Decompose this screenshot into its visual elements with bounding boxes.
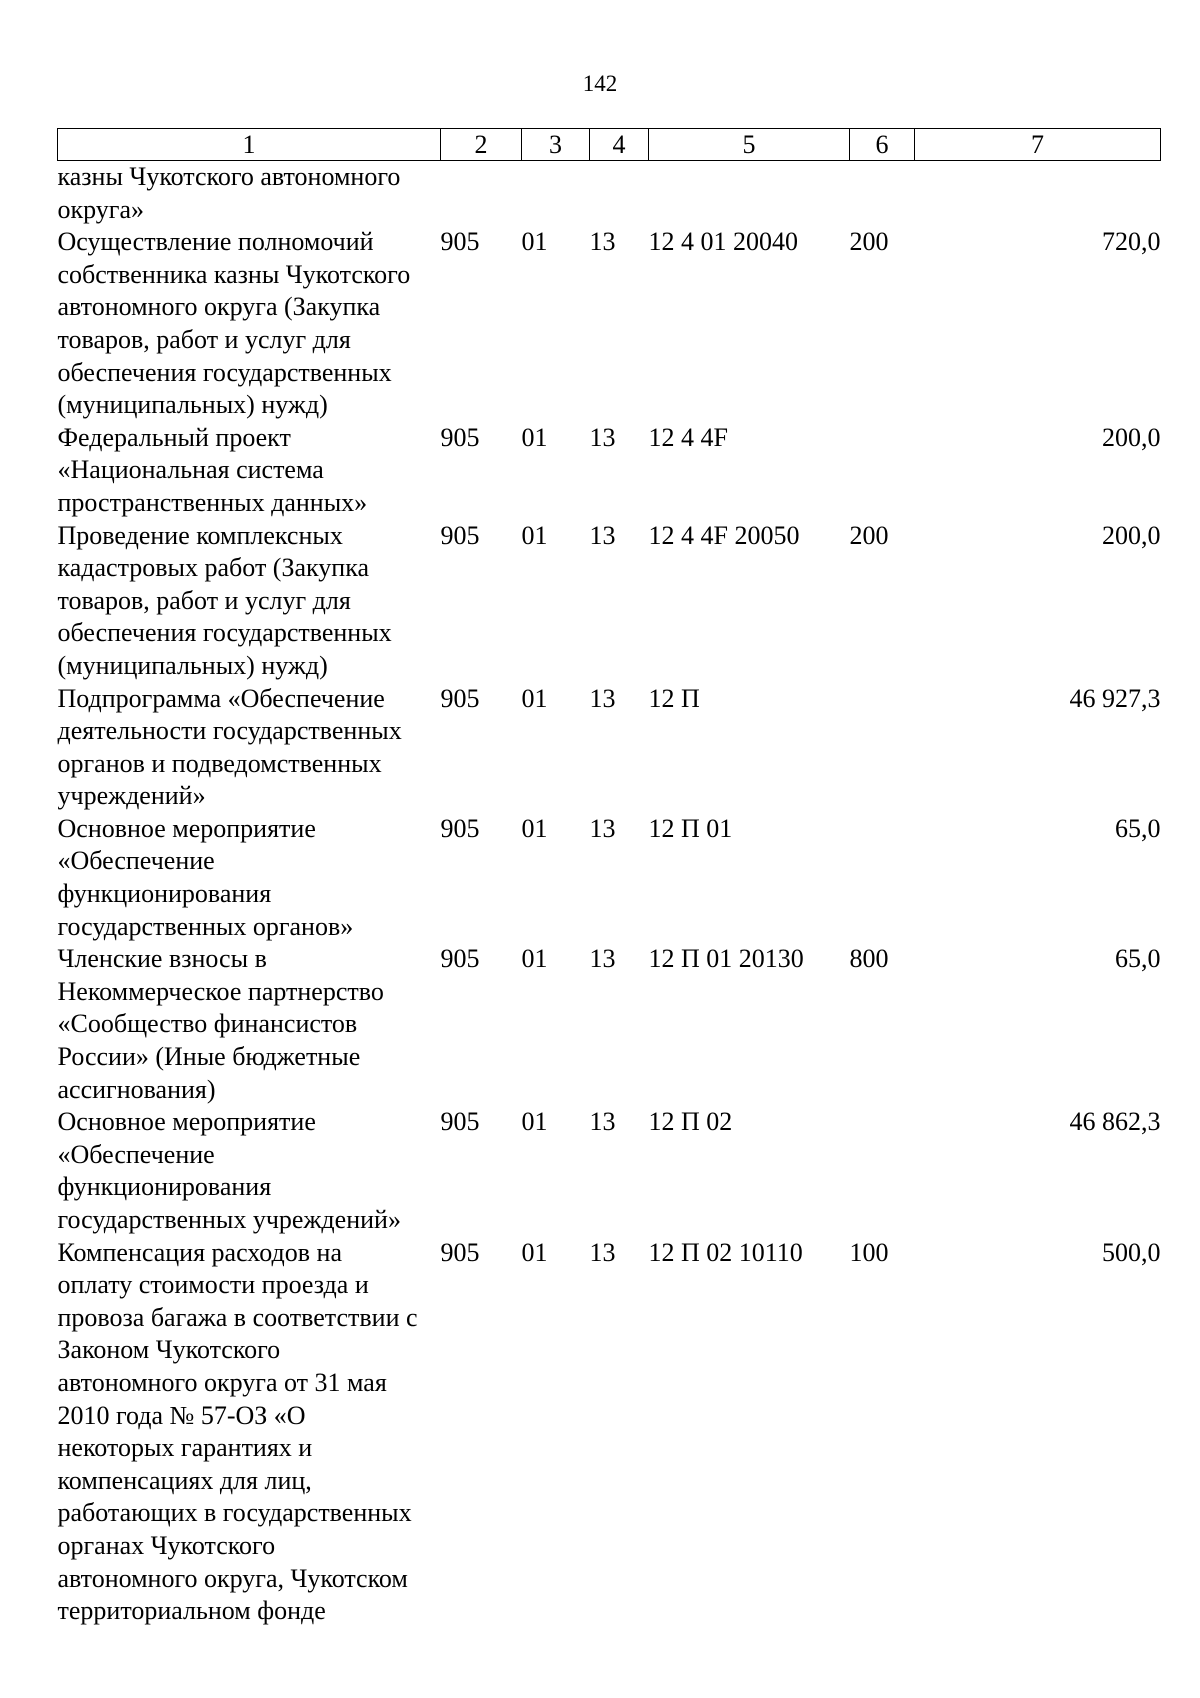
cell-name-line: (муниципальных) нужд) xyxy=(57,390,328,420)
cell-expense-type xyxy=(850,683,915,813)
cell-amount: 200,0 xyxy=(1102,422,1161,452)
table-row xyxy=(58,1106,1161,1236)
table-header xyxy=(58,129,1161,161)
cell-name-line: функционирования xyxy=(57,1172,272,1202)
cell-grbs: 905 xyxy=(440,1237,480,1267)
cell-section: 01 xyxy=(521,683,548,713)
cell-name xyxy=(58,943,441,1106)
cell-name-line: Членские взносы в xyxy=(57,944,267,974)
header-col-6: 6 xyxy=(850,129,915,161)
cell-target-article: 12 4 4F xyxy=(648,422,728,452)
cell-expense-type: 100 xyxy=(849,1237,889,1267)
table-row xyxy=(58,226,1161,422)
cell-section xyxy=(522,161,590,227)
cell-section: 01 xyxy=(521,422,548,452)
header-col-3: 3 xyxy=(522,129,590,161)
cell-name xyxy=(58,683,441,813)
cell-grbs xyxy=(441,161,522,227)
cell-name-line: автономного округа от 31 мая xyxy=(57,1367,387,1397)
cell-name-line: территориальном фонде xyxy=(57,1596,326,1626)
cell-subsection: 13 xyxy=(589,227,616,257)
page-number: 142 xyxy=(582,71,618,96)
table-row xyxy=(58,161,1161,227)
cell-name-line: Основное мероприятие xyxy=(57,1107,316,1137)
cell-name xyxy=(58,226,441,422)
cell-target-article: 12 П 02 10110 xyxy=(648,1237,803,1267)
cell-expense-type xyxy=(850,161,915,227)
table-row xyxy=(58,422,1161,520)
cell-subsection xyxy=(590,161,649,227)
cell-name-line: «Национальная система xyxy=(57,455,324,485)
cell-expense-type xyxy=(850,422,915,520)
cell-subsection: 13 xyxy=(589,944,616,974)
cell-amount: 65,0 xyxy=(1115,813,1161,843)
cell-name-line: автономного округа, Чукотском xyxy=(57,1563,408,1593)
cell-name-line: государственных органов» xyxy=(57,911,354,941)
table-row xyxy=(58,683,1161,813)
header-col-4: 4 xyxy=(590,129,649,161)
cell-name-line: государственных учреждений» xyxy=(57,1205,401,1234)
cell-section: 01 xyxy=(521,520,548,550)
cell-name xyxy=(58,813,441,943)
cell-name-line: пространственных данных» xyxy=(57,487,368,517)
cell-name-line: деятельности государственных xyxy=(57,716,402,746)
cell-grbs: 905 xyxy=(440,227,480,257)
table-row xyxy=(58,943,1161,1106)
cell-target-article: 12 П 01 xyxy=(648,813,733,843)
cell-name-line: 2010 года № 57-ОЗ «О xyxy=(57,1400,306,1430)
cell-name-line: оплату стоимости проезда и xyxy=(57,1270,369,1300)
cell-name-line: компенсациях для лиц, xyxy=(57,1465,312,1495)
cell-name-line: Подпрограмма «Обеспечение xyxy=(57,683,385,713)
cell-name-line: казны Чукотского автономного xyxy=(57,162,401,191)
cell-grbs: 905 xyxy=(440,1107,480,1137)
table-row xyxy=(58,813,1161,943)
cell-name-line: автономного округа (Закупка xyxy=(57,292,381,322)
cell-subsection: 13 xyxy=(589,813,616,843)
cell-name-line: «Сообщество финансистов xyxy=(57,1009,358,1039)
cell-subsection: 13 xyxy=(589,520,616,550)
cell-expense-type: 200 xyxy=(849,227,889,257)
cell-name xyxy=(58,161,441,227)
cell-expense-type xyxy=(850,813,915,943)
cell-grbs: 905 xyxy=(440,813,480,843)
cell-target-article: 12 4 01 20040 xyxy=(648,227,798,257)
cell-grbs: 905 xyxy=(440,520,480,550)
cell-name-line: Некоммерческое партнерство xyxy=(57,976,384,1006)
cell-target-article xyxy=(649,161,850,227)
cell-name-line: товаров, работ и услуг для xyxy=(57,585,351,615)
cell-name-line: учреждений» xyxy=(57,781,206,811)
cell-section: 01 xyxy=(521,1107,548,1137)
cell-target-article: 12 П 01 20130 xyxy=(648,944,804,974)
cell-name-line: ассигнования) xyxy=(57,1074,216,1104)
cell-amount: 65,0 xyxy=(1115,944,1161,974)
cell-section: 01 xyxy=(521,227,548,257)
cell-name-line: Проведение комплексных xyxy=(57,520,343,550)
cell-target-article: 12 П xyxy=(648,683,700,713)
cell-name-line: Федеральный проект xyxy=(57,422,291,452)
cell-name-line: органах Чукотского xyxy=(57,1530,276,1560)
header-row xyxy=(58,129,1161,161)
cell-name-line: обеспечения государственных xyxy=(57,618,392,648)
cell-expense-type xyxy=(850,1106,915,1236)
cell-amount: 46 927,3 xyxy=(1069,683,1161,713)
cell-name-line: округа» xyxy=(57,194,144,224)
cell-name-line: собственника казны Чукотского xyxy=(57,259,411,289)
cell-name-line: «Обеспечение xyxy=(57,1139,215,1169)
cell-name-line: Компенсация расходов на xyxy=(57,1237,343,1267)
cell-amount: 200,0 xyxy=(1102,520,1161,550)
cell-name-line: органов и подведомственных xyxy=(57,748,382,778)
cell-name-line: Законом Чукотского xyxy=(57,1335,281,1365)
cell-amount xyxy=(915,161,1161,227)
cell-grbs: 905 xyxy=(440,422,480,452)
header-col-5: 5 xyxy=(649,129,850,161)
cell-name-line: работающих в государственных xyxy=(57,1498,412,1528)
cell-name-line: (муниципальных) нужд) xyxy=(57,650,328,680)
cell-expense-type: 800 xyxy=(849,944,889,974)
cell-grbs: 905 xyxy=(440,944,480,974)
cell-target-article: 12 4 4F 20050 xyxy=(648,520,800,550)
cell-section: 01 xyxy=(521,813,548,843)
cell-expense-type: 200 xyxy=(849,520,889,550)
cell-amount: 46 862,3 xyxy=(1069,1107,1161,1137)
table-row xyxy=(58,520,1161,683)
cell-amount: 720,0 xyxy=(1102,227,1161,257)
table-body xyxy=(58,161,1161,1628)
header-col-7: 7 xyxy=(915,129,1161,161)
cell-name-line: России» (Иные бюджетные xyxy=(57,1042,361,1072)
budget-table xyxy=(57,128,1161,1628)
cell-name xyxy=(58,422,441,520)
cell-target-article: 12 П 02 xyxy=(648,1107,733,1137)
cell-subsection: 13 xyxy=(589,683,616,713)
cell-name-line: Осуществление полномочий xyxy=(57,227,374,257)
header-col-2: 2 xyxy=(441,129,522,161)
cell-name xyxy=(58,1106,441,1236)
cell-name-line: некоторых гарантиях и xyxy=(57,1433,313,1463)
cell-name-line: «Обеспечение xyxy=(57,846,215,876)
header-col-1: 1 xyxy=(58,129,441,161)
cell-name xyxy=(58,520,441,683)
cell-grbs: 905 xyxy=(440,683,480,713)
cell-amount: 500,0 xyxy=(1102,1237,1161,1267)
cell-section: 01 xyxy=(521,944,548,974)
cell-name-line: кадастровых работ (Закупка xyxy=(57,553,369,583)
cell-name-line: провоза багажа в соответствии с xyxy=(57,1302,418,1332)
cell-subsection: 13 xyxy=(589,1237,616,1267)
cell-name-line: товаров, работ и услуг для xyxy=(57,324,351,354)
cell-section: 01 xyxy=(521,1237,548,1267)
cell-subsection: 13 xyxy=(589,1107,616,1137)
cell-name xyxy=(58,1237,441,1628)
cell-name-line: Основное мероприятие xyxy=(57,813,316,843)
cell-name-line: обеспечения государственных xyxy=(57,357,392,387)
table-row xyxy=(58,1237,1161,1628)
cell-subsection: 13 xyxy=(589,422,616,452)
cell-name-line: функционирования xyxy=(57,879,272,909)
